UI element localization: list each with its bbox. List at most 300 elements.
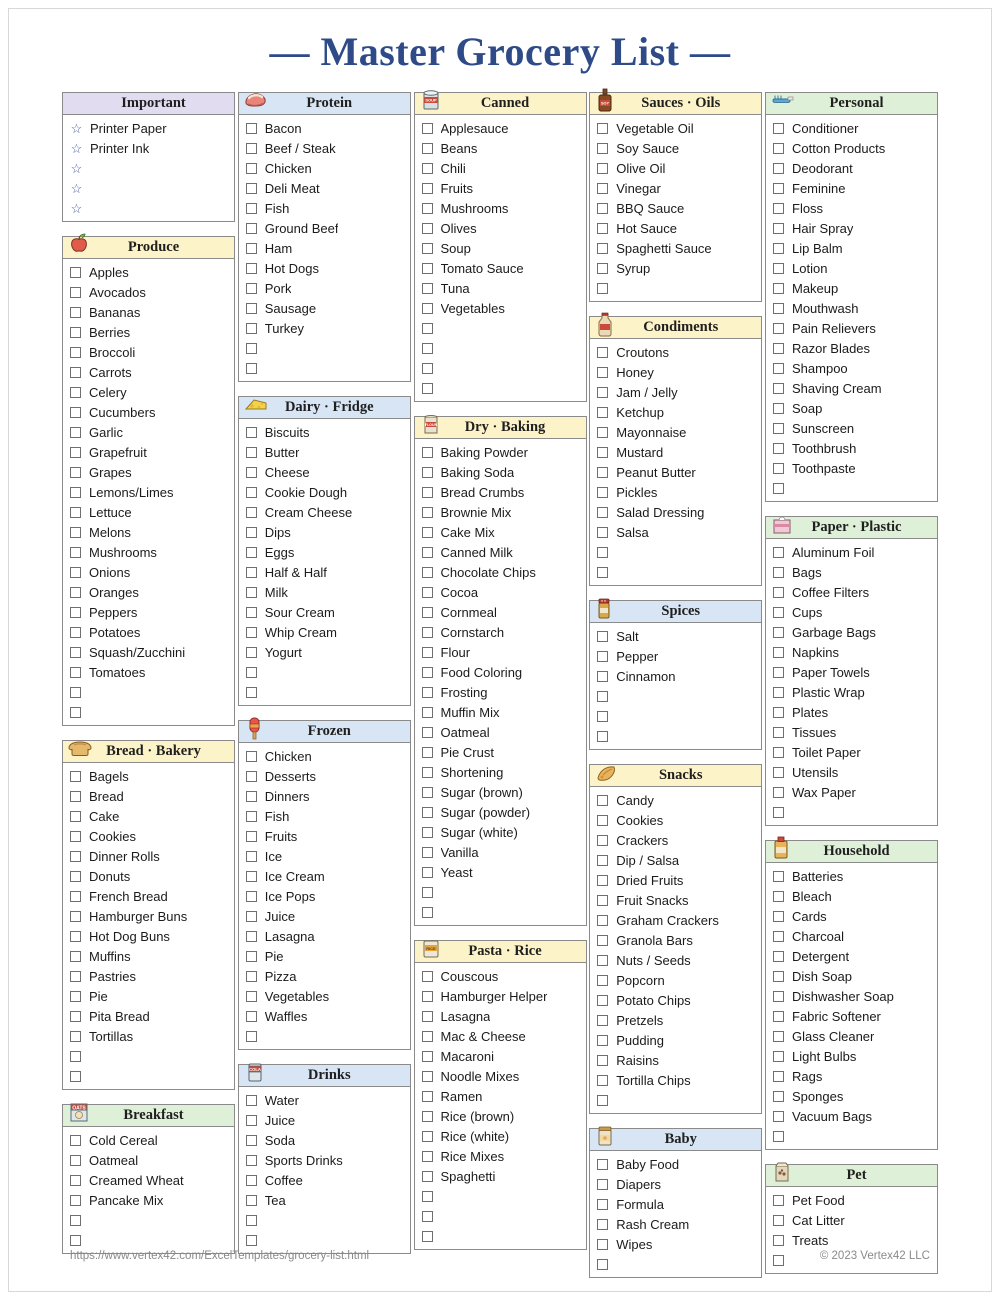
list-item[interactable]: [766, 478, 937, 498]
item-checkbox[interactable]: [246, 527, 257, 538]
item-checkbox[interactable]: [70, 327, 81, 338]
list-item[interactable]: [239, 298, 410, 318]
list-item[interactable]: [63, 302, 234, 322]
item-checkbox[interactable]: [773, 383, 784, 394]
item-checkbox[interactable]: [246, 323, 257, 334]
list-item[interactable]: [415, 1006, 586, 1026]
list-item[interactable]: [239, 622, 410, 642]
list-item[interactable]: [63, 542, 234, 562]
item-checkbox[interactable]: [773, 871, 784, 882]
item-checkbox[interactable]: [422, 1051, 433, 1062]
item-checkbox[interactable]: [422, 1191, 433, 1202]
item-checkbox[interactable]: [246, 343, 257, 354]
list-item[interactable]: [766, 418, 937, 438]
item-checkbox[interactable]: [422, 867, 433, 878]
item-checkbox[interactable]: [773, 647, 784, 658]
item-checkbox[interactable]: [246, 243, 257, 254]
list-item[interactable]: [590, 218, 761, 238]
list-item[interactable]: [239, 238, 410, 258]
item-checkbox[interactable]: [422, 263, 433, 274]
list-item[interactable]: [766, 158, 937, 178]
list-item[interactable]: [590, 1030, 761, 1050]
list-item[interactable]: [63, 682, 234, 702]
list-item[interactable]: [239, 602, 410, 622]
list-item[interactable]: [63, 442, 234, 462]
item-checkbox[interactable]: [70, 707, 81, 718]
item-checkbox[interactable]: [597, 547, 608, 558]
item-checkbox[interactable]: [597, 895, 608, 906]
item-checkbox[interactable]: [773, 403, 784, 414]
list-item[interactable]: [63, 886, 234, 906]
item-checkbox[interactable]: [246, 1115, 257, 1126]
item-checkbox[interactable]: [422, 667, 433, 678]
item-checkbox[interactable]: [246, 163, 257, 174]
item-checkbox[interactable]: [597, 507, 608, 518]
list-item[interactable]: [239, 1210, 410, 1230]
list-item[interactable]: [590, 502, 761, 522]
item-checkbox[interactable]: [422, 991, 433, 1002]
item-checkbox[interactable]: [773, 423, 784, 434]
item-checkbox[interactable]: [773, 1215, 784, 1226]
item-checkbox[interactable]: [246, 771, 257, 782]
list-item[interactable]: [415, 662, 586, 682]
list-item[interactable]: [239, 258, 410, 278]
item-checkbox[interactable]: [597, 467, 608, 478]
item-checkbox[interactable]: [597, 283, 608, 294]
list-item[interactable]: [766, 1106, 937, 1126]
list-item[interactable]: [590, 342, 761, 362]
list-item[interactable]: [415, 462, 586, 482]
list-item[interactable]: [590, 686, 761, 706]
list-item[interactable]: [63, 1046, 234, 1066]
list-item[interactable]: [239, 1150, 410, 1170]
item-checkbox[interactable]: [773, 463, 784, 474]
item-checkbox[interactable]: [422, 1071, 433, 1082]
list-item[interactable]: [590, 830, 761, 850]
list-item[interactable]: [415, 442, 586, 462]
list-item[interactable]: [63, 462, 234, 482]
item-checkbox[interactable]: [70, 1051, 81, 1062]
list-item[interactable]: [766, 1230, 937, 1250]
list-item[interactable]: [63, 1130, 234, 1150]
list-item[interactable]: [239, 542, 410, 562]
item-checkbox[interactable]: [597, 143, 608, 154]
item-checkbox[interactable]: [773, 223, 784, 234]
item-checkbox[interactable]: [422, 887, 433, 898]
list-item[interactable]: [415, 682, 586, 702]
item-checkbox[interactable]: [422, 707, 433, 718]
list-item[interactable]: [63, 1210, 234, 1230]
item-checkbox[interactable]: [70, 871, 81, 882]
item-checkbox[interactable]: [597, 487, 608, 498]
list-item[interactable]: [239, 826, 410, 846]
list-item[interactable]: [766, 1210, 937, 1230]
list-item[interactable]: [63, 766, 234, 786]
item-checkbox[interactable]: [597, 567, 608, 578]
list-item[interactable]: [239, 806, 410, 826]
list-item[interactable]: [766, 138, 937, 158]
item-checkbox[interactable]: [422, 383, 433, 394]
list-item[interactable]: [415, 1186, 586, 1206]
item-checkbox[interactable]: [422, 143, 433, 154]
list-item[interactable]: [239, 198, 410, 218]
list-item[interactable]: [415, 702, 586, 722]
list-item[interactable]: [766, 338, 937, 358]
item-checkbox[interactable]: [773, 971, 784, 982]
item-checkbox[interactable]: [773, 787, 784, 798]
list-item[interactable]: [239, 766, 410, 786]
list-item[interactable]: [63, 482, 234, 502]
item-checkbox[interactable]: [773, 707, 784, 718]
list-item[interactable]: [239, 986, 410, 1006]
list-item[interactable]: [63, 1026, 234, 1046]
item-checkbox[interactable]: [773, 123, 784, 134]
list-item[interactable]: [63, 1066, 234, 1086]
item-checkbox[interactable]: [246, 1011, 257, 1022]
list-item[interactable]: [63, 178, 234, 198]
list-item[interactable]: [590, 1214, 761, 1234]
item-checkbox[interactable]: [70, 791, 81, 802]
list-item[interactable]: [766, 622, 937, 642]
list-item[interactable]: [590, 198, 761, 218]
list-item[interactable]: [239, 682, 410, 702]
item-checkbox[interactable]: [246, 183, 257, 194]
list-item[interactable]: [239, 886, 410, 906]
item-checkbox[interactable]: [597, 1095, 608, 1106]
list-item[interactable]: [63, 1006, 234, 1026]
list-item[interactable]: [415, 842, 586, 862]
item-checkbox[interactable]: [422, 647, 433, 658]
list-item[interactable]: [63, 502, 234, 522]
item-checkbox[interactable]: [773, 991, 784, 1002]
list-item[interactable]: [590, 482, 761, 502]
item-checkbox[interactable]: [597, 407, 608, 418]
item-checkbox[interactable]: [422, 527, 433, 538]
list-item[interactable]: [766, 458, 937, 478]
item-checkbox[interactable]: [773, 143, 784, 154]
list-item[interactable]: [415, 562, 586, 582]
item-checkbox[interactable]: [422, 343, 433, 354]
item-checkbox[interactable]: [246, 607, 257, 618]
list-item[interactable]: [590, 626, 761, 646]
item-checkbox[interactable]: [422, 747, 433, 758]
list-item[interactable]: [239, 158, 410, 178]
item-checkbox[interactable]: [70, 1175, 81, 1186]
list-item[interactable]: [766, 238, 937, 258]
item-checkbox[interactable]: [422, 807, 433, 818]
item-checkbox[interactable]: [597, 347, 608, 358]
item-checkbox[interactable]: [597, 815, 608, 826]
list-item[interactable]: [239, 866, 410, 886]
list-item[interactable]: [590, 790, 761, 810]
item-checkbox[interactable]: [70, 687, 81, 698]
list-item[interactable]: [590, 666, 761, 686]
item-checkbox[interactable]: [597, 855, 608, 866]
item-checkbox[interactable]: [246, 1095, 257, 1106]
item-checkbox[interactable]: [422, 1231, 433, 1242]
list-item[interactable]: [63, 158, 234, 178]
list-item[interactable]: [239, 522, 410, 542]
list-item[interactable]: [766, 178, 937, 198]
item-checkbox[interactable]: [422, 123, 433, 134]
item-checkbox[interactable]: [773, 323, 784, 334]
list-item[interactable]: [239, 1190, 410, 1210]
item-checkbox[interactable]: [773, 1011, 784, 1022]
list-item[interactable]: [415, 966, 586, 986]
item-checkbox[interactable]: [773, 443, 784, 454]
star-icon[interactable]: ☆: [70, 200, 83, 216]
list-item[interactable]: [415, 278, 586, 298]
list-item[interactable]: [766, 438, 937, 458]
item-checkbox[interactable]: [422, 1151, 433, 1162]
list-item[interactable]: [63, 1170, 234, 1190]
item-checkbox[interactable]: [422, 547, 433, 558]
item-checkbox[interactable]: [773, 667, 784, 678]
item-checkbox[interactable]: [422, 687, 433, 698]
list-item[interactable]: [239, 138, 410, 158]
list-item[interactable]: [766, 1046, 937, 1066]
list-item[interactable]: [590, 850, 761, 870]
list-item[interactable]: [415, 238, 586, 258]
list-item[interactable]: [63, 1230, 234, 1250]
item-checkbox[interactable]: [246, 1175, 257, 1186]
item-checkbox[interactable]: [597, 367, 608, 378]
item-checkbox[interactable]: [246, 627, 257, 638]
item-checkbox[interactable]: [597, 1015, 608, 1026]
list-item[interactable]: [766, 258, 937, 278]
item-checkbox[interactable]: [597, 711, 608, 722]
list-item[interactable]: [590, 970, 761, 990]
item-checkbox[interactable]: [597, 203, 608, 214]
item-checkbox[interactable]: [246, 203, 257, 214]
item-checkbox[interactable]: [422, 847, 433, 858]
list-item[interactable]: [415, 118, 586, 138]
item-checkbox[interactable]: [70, 1215, 81, 1226]
list-item[interactable]: [590, 1174, 761, 1194]
list-item[interactable]: [63, 786, 234, 806]
item-checkbox[interactable]: [246, 871, 257, 882]
list-item[interactable]: [590, 258, 761, 278]
list-item[interactable]: [63, 926, 234, 946]
list-item[interactable]: [590, 646, 761, 666]
item-checkbox[interactable]: [773, 303, 784, 314]
item-checkbox[interactable]: [422, 323, 433, 334]
list-item[interactable]: [63, 622, 234, 642]
item-checkbox[interactable]: [422, 787, 433, 798]
item-checkbox[interactable]: [70, 1071, 81, 1082]
item-checkbox[interactable]: [70, 467, 81, 478]
item-checkbox[interactable]: [70, 507, 81, 518]
list-item[interactable]: [766, 562, 937, 582]
list-item[interactable]: [63, 806, 234, 826]
list-item[interactable]: [415, 198, 586, 218]
item-checkbox[interactable]: [597, 915, 608, 926]
list-item[interactable]: [239, 662, 410, 682]
list-item[interactable]: [415, 782, 586, 802]
list-item[interactable]: [239, 218, 410, 238]
item-checkbox[interactable]: [597, 691, 608, 702]
list-item[interactable]: [415, 986, 586, 1006]
list-item[interactable]: [63, 402, 234, 422]
list-item[interactable]: [590, 462, 761, 482]
list-item[interactable]: [239, 582, 410, 602]
list-item[interactable]: [766, 662, 937, 682]
list-item[interactable]: [415, 582, 586, 602]
item-checkbox[interactable]: [70, 347, 81, 358]
item-checkbox[interactable]: [70, 267, 81, 278]
list-item[interactable]: [766, 218, 937, 238]
list-item[interactable]: [590, 562, 761, 582]
list-item[interactable]: [766, 1190, 937, 1210]
item-checkbox[interactable]: [246, 587, 257, 598]
list-item[interactable]: [239, 442, 410, 462]
list-item[interactable]: [766, 602, 937, 622]
item-checkbox[interactable]: [422, 163, 433, 174]
list-item[interactable]: [63, 1190, 234, 1210]
item-checkbox[interactable]: [422, 283, 433, 294]
list-item[interactable]: [590, 542, 761, 562]
item-checkbox[interactable]: [773, 263, 784, 274]
item-checkbox[interactable]: [773, 587, 784, 598]
list-item[interactable]: [239, 482, 410, 502]
list-item[interactable]: [239, 1130, 410, 1150]
item-checkbox[interactable]: [246, 667, 257, 678]
list-item[interactable]: [239, 118, 410, 138]
list-item[interactable]: [415, 902, 586, 922]
item-checkbox[interactable]: [70, 851, 81, 862]
list-item[interactable]: [590, 990, 761, 1010]
item-checkbox[interactable]: [597, 1219, 608, 1230]
item-checkbox[interactable]: [246, 751, 257, 762]
item-checkbox[interactable]: [246, 507, 257, 518]
list-item[interactable]: [239, 946, 410, 966]
item-checkbox[interactable]: [246, 547, 257, 558]
item-checkbox[interactable]: [422, 1091, 433, 1102]
list-item[interactable]: [590, 158, 761, 178]
item-checkbox[interactable]: [597, 935, 608, 946]
item-checkbox[interactable]: [246, 283, 257, 294]
list-item[interactable]: [415, 158, 586, 178]
list-item[interactable]: [63, 602, 234, 622]
list-item[interactable]: [766, 702, 937, 722]
list-item[interactable]: [415, 1026, 586, 1046]
item-checkbox[interactable]: [773, 1051, 784, 1062]
list-item[interactable]: [415, 722, 586, 742]
item-checkbox[interactable]: [597, 835, 608, 846]
list-item[interactable]: [239, 926, 410, 946]
item-checkbox[interactable]: [773, 1255, 784, 1266]
star-icon[interactable]: ☆: [70, 140, 83, 156]
list-item[interactable]: [415, 882, 586, 902]
item-checkbox[interactable]: [422, 1211, 433, 1222]
item-checkbox[interactable]: [70, 367, 81, 378]
item-checkbox[interactable]: [597, 955, 608, 966]
list-item[interactable]: [415, 502, 586, 522]
list-item[interactable]: [766, 398, 937, 418]
item-checkbox[interactable]: [246, 1135, 257, 1146]
list-item[interactable]: [590, 362, 761, 382]
item-checkbox[interactable]: [773, 911, 784, 922]
list-item[interactable]: [590, 278, 761, 298]
list-item[interactable]: [239, 1230, 410, 1250]
list-item[interactable]: [766, 1126, 937, 1146]
item-checkbox[interactable]: [246, 811, 257, 822]
list-item[interactable]: [415, 802, 586, 822]
item-checkbox[interactable]: [246, 567, 257, 578]
list-item[interactable]: [239, 1006, 410, 1026]
item-checkbox[interactable]: [422, 907, 433, 918]
list-item[interactable]: [239, 1026, 410, 1046]
list-item[interactable]: [63, 282, 234, 302]
item-checkbox[interactable]: [422, 467, 433, 478]
list-item[interactable]: [590, 1010, 761, 1030]
item-checkbox[interactable]: [246, 931, 257, 942]
list-item[interactable]: [766, 782, 937, 802]
item-checkbox[interactable]: [246, 971, 257, 982]
item-checkbox[interactable]: [422, 1171, 433, 1182]
list-item[interactable]: [415, 522, 586, 542]
list-item[interactable]: [415, 218, 586, 238]
list-item[interactable]: [766, 986, 937, 1006]
item-checkbox[interactable]: [70, 811, 81, 822]
item-checkbox[interactable]: [246, 951, 257, 962]
list-item[interactable]: [415, 742, 586, 762]
item-checkbox[interactable]: [773, 283, 784, 294]
item-checkbox[interactable]: [246, 687, 257, 698]
item-checkbox[interactable]: [422, 1031, 433, 1042]
list-item[interactable]: [239, 178, 410, 198]
list-item[interactable]: [63, 198, 234, 218]
list-item[interactable]: [415, 642, 586, 662]
list-item[interactable]: [63, 362, 234, 382]
list-item[interactable]: [239, 338, 410, 358]
item-checkbox[interactable]: [246, 1155, 257, 1166]
list-item[interactable]: [415, 822, 586, 842]
item-checkbox[interactable]: [246, 143, 257, 154]
list-item[interactable]: [63, 118, 234, 138]
list-item[interactable]: [239, 846, 410, 866]
item-checkbox[interactable]: [246, 831, 257, 842]
list-item[interactable]: [63, 702, 234, 722]
item-checkbox[interactable]: [773, 1091, 784, 1102]
list-item[interactable]: [63, 382, 234, 402]
item-checkbox[interactable]: [422, 627, 433, 638]
list-item[interactable]: [63, 522, 234, 542]
item-checkbox[interactable]: [422, 447, 433, 458]
item-checkbox[interactable]: [246, 487, 257, 498]
item-checkbox[interactable]: [597, 795, 608, 806]
item-checkbox[interactable]: [422, 727, 433, 738]
list-item[interactable]: [590, 706, 761, 726]
list-item[interactable]: [239, 502, 410, 522]
item-checkbox[interactable]: [597, 1159, 608, 1170]
list-item[interactable]: [590, 442, 761, 462]
list-item[interactable]: [415, 762, 586, 782]
item-checkbox[interactable]: [773, 203, 784, 214]
item-checkbox[interactable]: [597, 447, 608, 458]
item-checkbox[interactable]: [246, 991, 257, 1002]
star-icon[interactable]: ☆: [70, 120, 83, 136]
item-checkbox[interactable]: [70, 951, 81, 962]
item-checkbox[interactable]: [246, 447, 257, 458]
item-checkbox[interactable]: [70, 407, 81, 418]
item-checkbox[interactable]: [70, 607, 81, 618]
item-checkbox[interactable]: [773, 1071, 784, 1082]
list-item[interactable]: [415, 338, 586, 358]
list-item[interactable]: [590, 522, 761, 542]
item-checkbox[interactable]: [597, 1259, 608, 1270]
list-item[interactable]: [766, 742, 937, 762]
